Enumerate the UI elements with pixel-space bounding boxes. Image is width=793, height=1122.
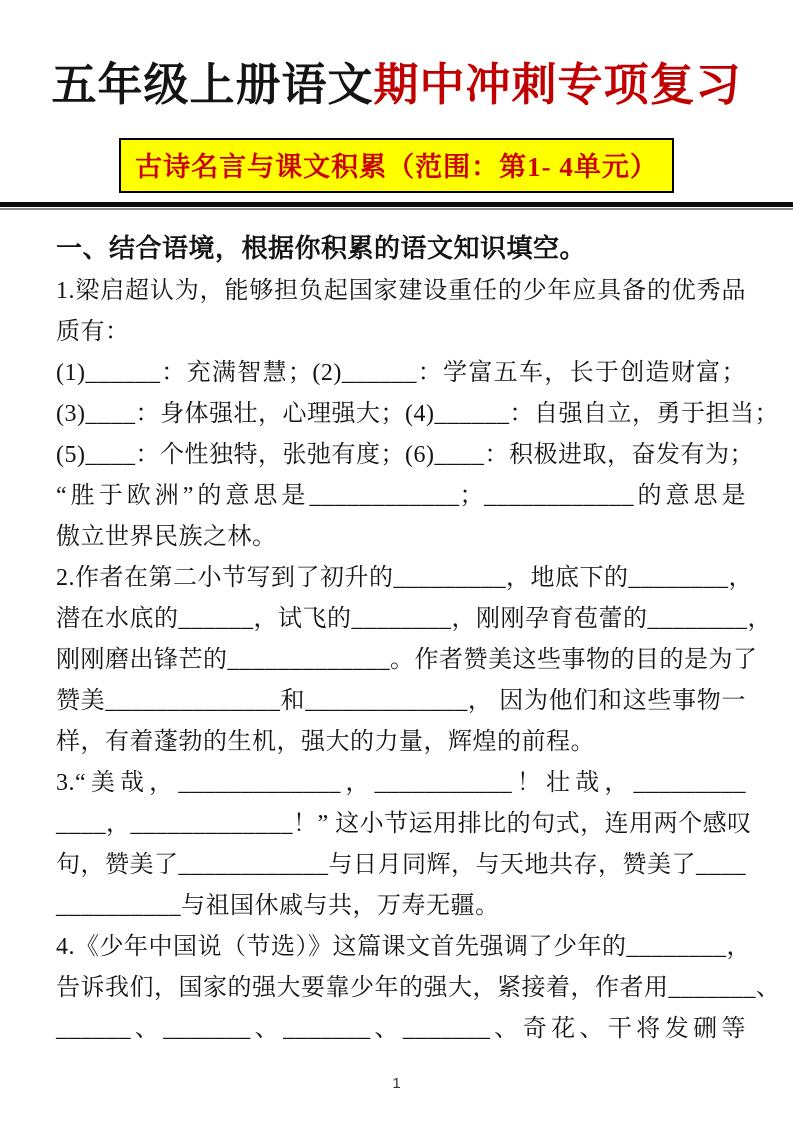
page-title	[0, 58, 793, 112]
unit-banner	[119, 138, 674, 193]
text-line: (5)____：个性独特，张弛有度；(6)____：积极进取，奋发有为；	[56, 442, 754, 468]
text-line: 赞美______________和_____________， 因为他们和这些事物一	[56, 688, 746, 714]
text-line: 4.《少年中国说（节选）》这篇课文首先强调了少年的________，	[56, 934, 751, 960]
divider-thick-line	[0, 202, 793, 207]
title-text-black: 五年级上册语文	[51, 60, 374, 110]
text-line: 傲立世界民族之林。	[56, 524, 277, 550]
worksheet-body	[56, 225, 781, 1050]
text-line: 2.作者在第二小节写到了初升的_________，地底下的________，	[56, 565, 753, 591]
text-line: 告诉我们，国家的强大要靠少年的强大，紧接着，作者用_______、	[56, 975, 781, 1001]
section-heading: 一、结合语境，根据你积累的语文知识填空。	[56, 233, 587, 263]
title-text-red: 期中冲刺专项复习	[373, 60, 742, 110]
text-line: 刚刚磨出锋芒的_____________。作者赞美这些事物的目的是为了	[56, 647, 758, 673]
text-line: 潜在水底的______，试飞的________，刚刚孕育苞蕾的________，	[56, 606, 772, 632]
text-line: 样，有着蓬勃的生机，强大的力量，辉煌的前程。	[56, 729, 595, 755]
text-line: 质有：	[56, 319, 130, 345]
text-line: (1)______：充满智慧；(2)______：学富五车，长于创造财富；	[56, 360, 746, 386]
text-line: __________与祖国休戚与共，万寿无疆。	[56, 893, 500, 919]
text-line: ____，_____________！” 这小节运用排比的句式，连用两个感叹	[56, 811, 752, 837]
text-line: “胜于欧洲”的意思是____________；____________的意思是	[56, 483, 746, 509]
text-line: ______、_______、_______、_______、奇花、干将发硎等	[56, 1016, 746, 1042]
divider-thin-line	[0, 208, 793, 210]
text-line: 句，赞美了____________与日月同辉，与天地共存，赞美了____	[56, 852, 746, 878]
banner-row	[0, 138, 793, 193]
text-line: (3)____：身体强壮，心理强大；(4)______：自强自立，勇于担当；	[56, 401, 779, 427]
text-line: 3.“美哉，_____________，___________！壮哉，_________	[56, 770, 746, 796]
divider-double-rule	[0, 202, 793, 210]
text-line: 1.梁启超认为，能够担负起国家建设重任的少年应具备的优秀品	[56, 278, 746, 304]
page-number: 1	[392, 1075, 401, 1092]
banner-text: 古诗名言与课文积累（范围：第1- 4单元）	[135, 152, 658, 182]
